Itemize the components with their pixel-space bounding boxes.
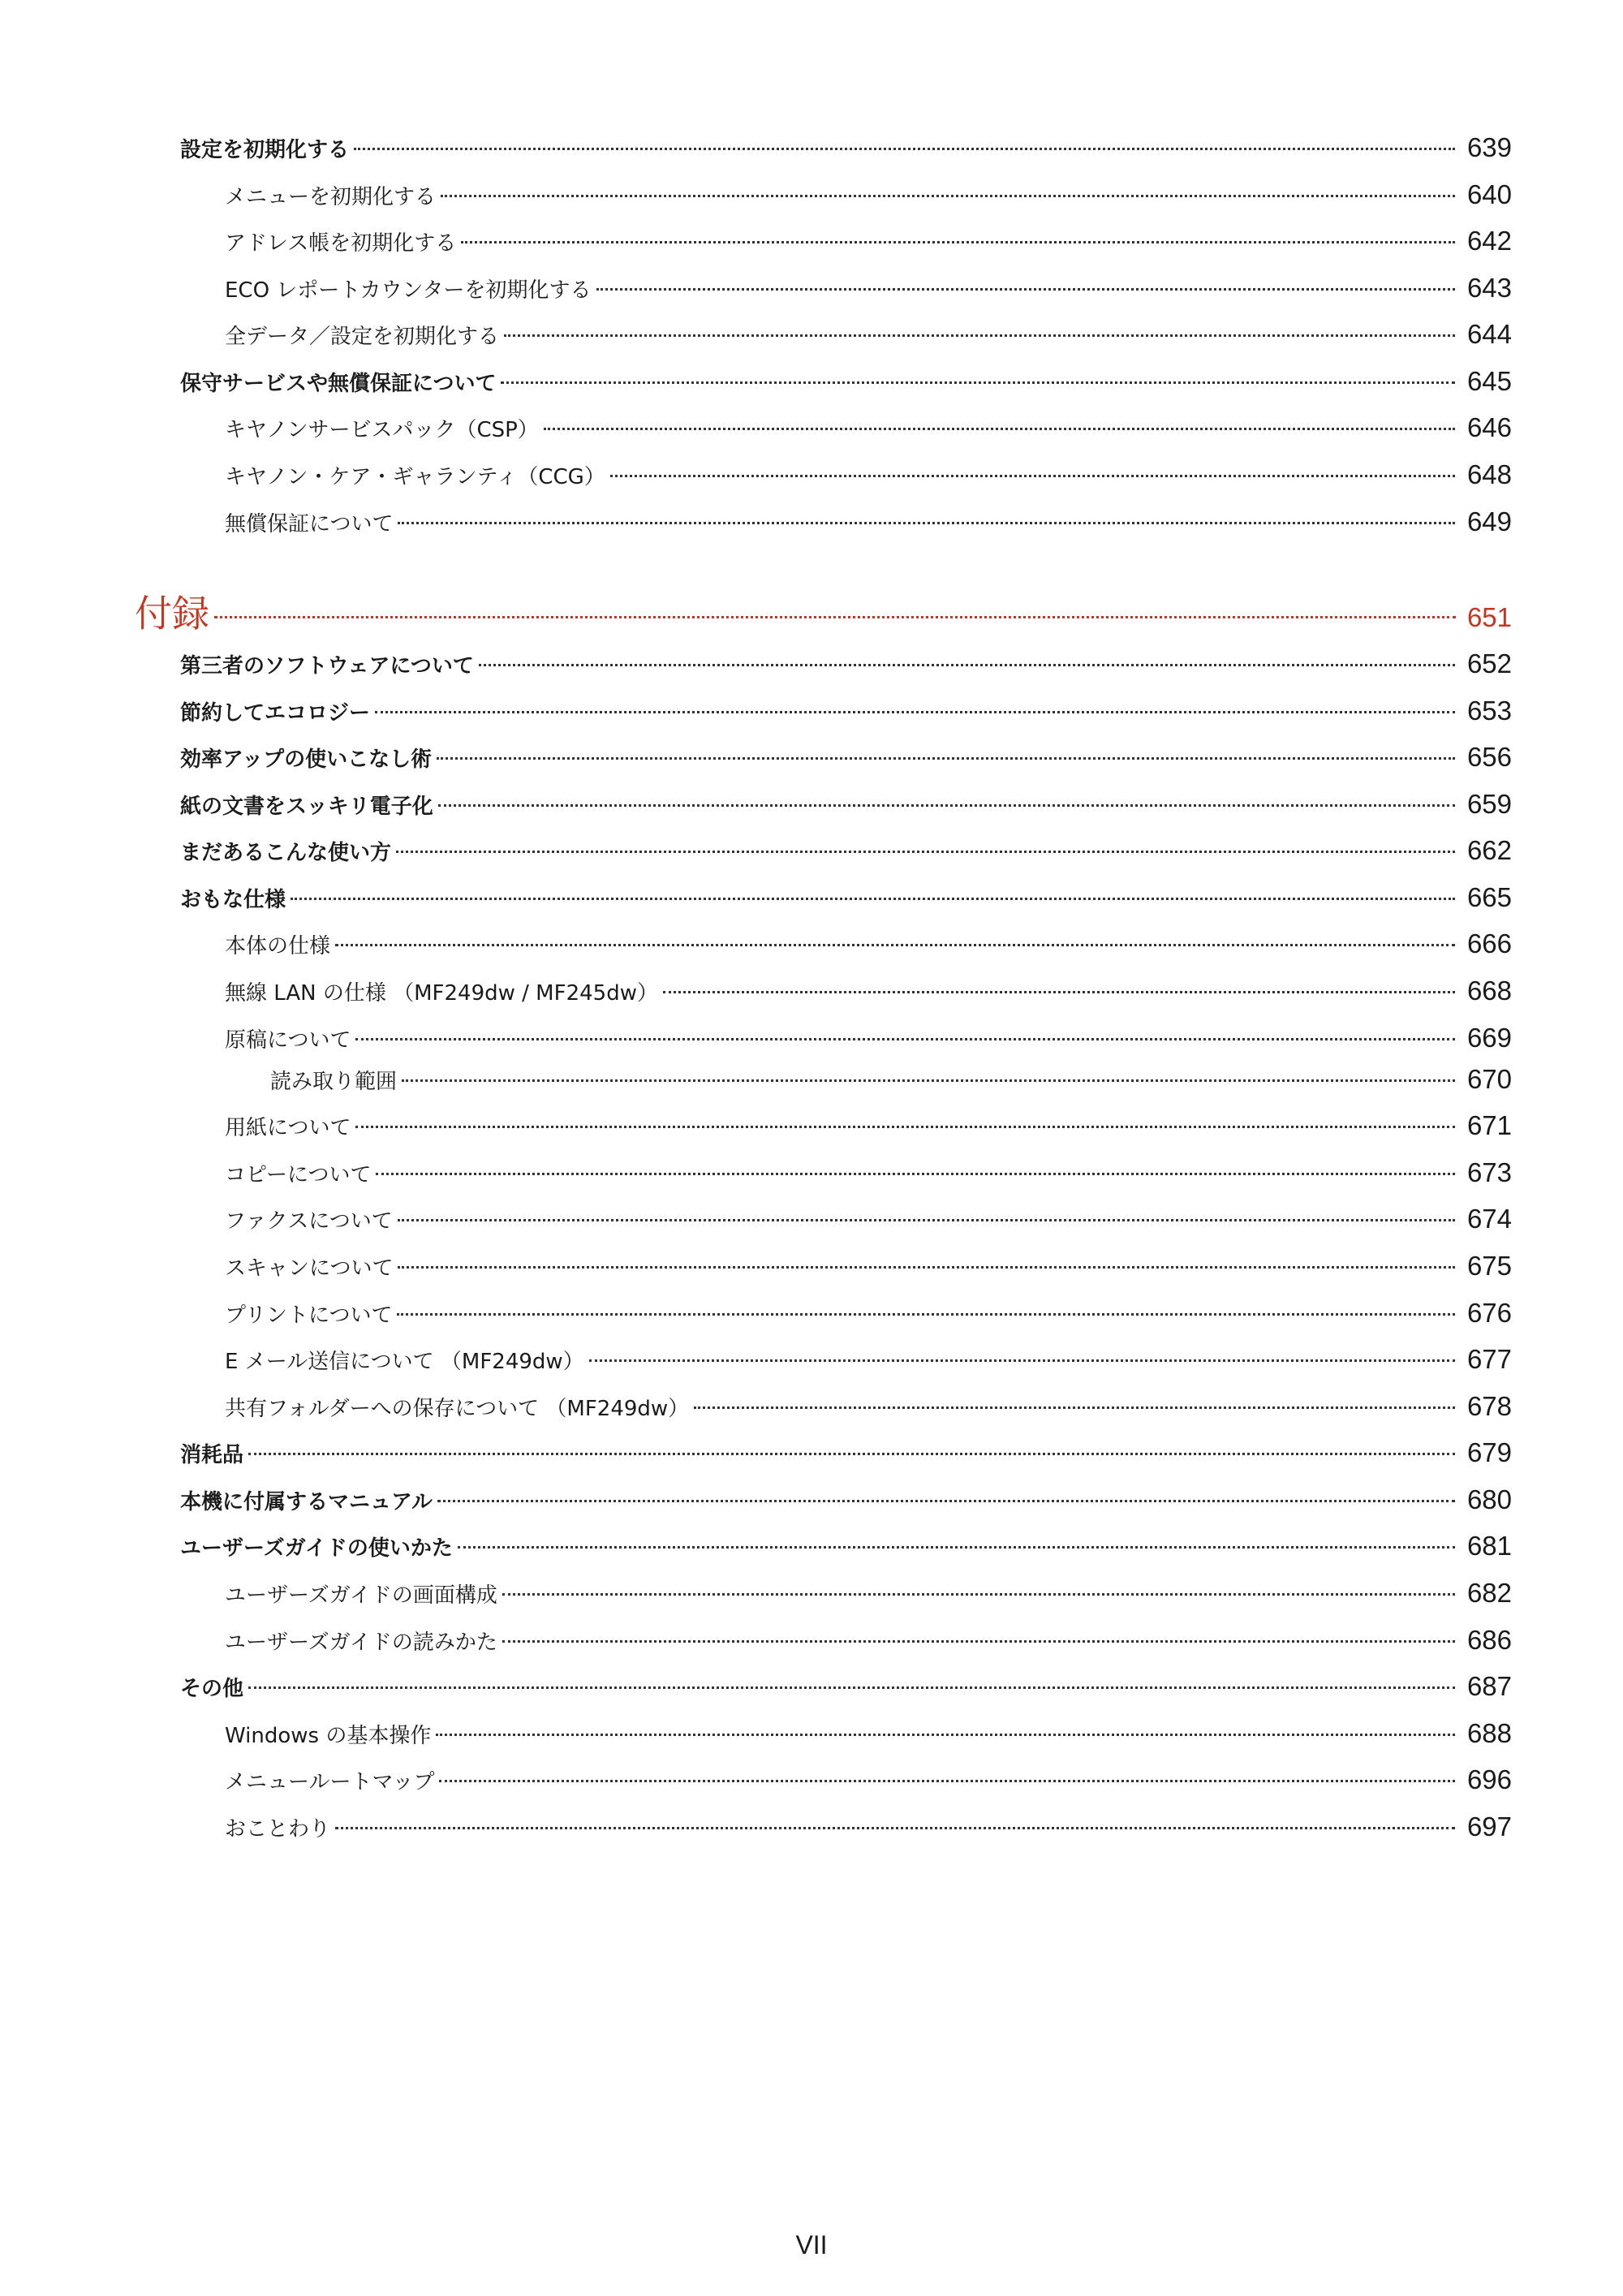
dot-leader — [397, 1312, 1455, 1316]
toc-entry-page-number[interactable]: 679 — [1466, 1437, 1512, 1467]
toc-entry-title[interactable]: 第三者のソフトウェアについて — [180, 654, 474, 678]
dot-leader — [355, 1124, 1455, 1128]
dot-leader — [502, 1592, 1455, 1596]
toc-entry-page-number[interactable]: 671 — [1466, 1110, 1512, 1140]
toc-entry-page-number[interactable]: 675 — [1466, 1251, 1512, 1281]
toc-entry-title[interactable]: 無償保証について — [225, 512, 394, 536]
dot-leader — [589, 1358, 1455, 1362]
toc-entry-page-number[interactable]: 677 — [1466, 1344, 1512, 1374]
dot-leader — [398, 520, 1455, 524]
dot-leader — [544, 426, 1455, 430]
toc-entry-row[interactable] — [180, 830, 1512, 871]
toc-entry-row[interactable] — [225, 1573, 1512, 1613]
toc-entry-page-number[interactable]: 670 — [1466, 1064, 1512, 1094]
toc-entry-row[interactable] — [180, 361, 1512, 402]
toc-entry-page-number[interactable]: 681 — [1466, 1531, 1512, 1561]
dot-leader — [663, 989, 1455, 993]
dot-leader — [504, 333, 1455, 337]
toc-entry-title[interactable]: 原稿について — [225, 1028, 351, 1053]
dot-leader — [458, 1544, 1455, 1549]
toc-entry-title[interactable]: キヤノンサービスパック（CSP） — [225, 418, 539, 442]
dot-leader — [610, 473, 1455, 477]
toc-entry-title[interactable]: メニューを初期化する — [225, 185, 437, 209]
toc-entry-row[interactable] — [225, 407, 1512, 448]
toc-entry-title[interactable]: 本機に付属するマニュアル — [180, 1490, 433, 1514]
toc-entry-page-number[interactable]: 646 — [1466, 412, 1512, 442]
toc-entry-title[interactable]: アドレス帳を初期化する — [225, 231, 457, 256]
chapter-page-number[interactable]: 651 — [1466, 602, 1512, 632]
toc-entry-row[interactable] — [225, 454, 1512, 495]
toc-entry-title[interactable]: 本体の仕様 — [225, 934, 331, 958]
dot-leader — [441, 193, 1455, 197]
toc-entry-title[interactable]: 節約してエコロジー — [180, 701, 371, 726]
chapter-heading-row[interactable] — [135, 584, 1512, 633]
toc-entry-title[interactable]: 消耗品 — [180, 1443, 244, 1467]
toc-entry-row[interactable] — [225, 1105, 1512, 1146]
toc-entry-page-number[interactable]: 666 — [1466, 928, 1512, 958]
toc-entry-title[interactable]: ファクスについて — [225, 1209, 393, 1234]
toc-entry-page-number[interactable]: 648 — [1466, 459, 1512, 489]
toc-entry-page-number[interactable]: 643 — [1466, 273, 1512, 303]
toc-entry-row[interactable] — [225, 1386, 1512, 1427]
toc-entry-page-number[interactable]: 688 — [1466, 1718, 1512, 1748]
dot-leader — [376, 1171, 1455, 1175]
toc-entry-row[interactable] — [180, 784, 1512, 825]
page-number-footer: VII — [795, 2230, 828, 2259]
toc-entry-page-number[interactable]: 686 — [1466, 1625, 1512, 1655]
dot-leader — [402, 1078, 1455, 1082]
toc-entry-title[interactable]: 全データ／設定を初期化する — [225, 325, 500, 349]
toc-entry-row[interactable] — [180, 644, 1512, 684]
dot-leader — [396, 849, 1455, 853]
toc-entry-row[interactable] — [225, 971, 1512, 1011]
dot-leader — [437, 756, 1455, 760]
toc-entry-title[interactable]: ユーザーズガイドの使いかた — [180, 1536, 453, 1561]
toc-entry-row[interactable] — [225, 1807, 1512, 1847]
toc-entry-title[interactable]: ECO レポートカウンターを初期化する — [225, 278, 592, 303]
toc-entry-row[interactable] — [225, 1018, 1512, 1058]
toc-entry-title[interactable]: コピーについて — [225, 1163, 372, 1187]
dot-leader — [436, 1732, 1455, 1736]
toc-entry-row[interactable] — [180, 1432, 1512, 1473]
chapter-title[interactable]: 付録 — [135, 592, 209, 635]
toc-entry-row[interactable] — [225, 924, 1512, 964]
toc-entry-title[interactable]: ユーザーズガイドの画面構成 — [225, 1583, 497, 1608]
dot-leader — [398, 1217, 1455, 1221]
toc-entry-page-number[interactable]: 678 — [1466, 1391, 1512, 1421]
dot-leader — [439, 1778, 1455, 1782]
toc-entry-page-number[interactable]: 676 — [1466, 1298, 1512, 1328]
toc-entry-title[interactable]: 無線 LAN の仕様 （MF249dw / MF245dw） — [225, 981, 658, 1006]
toc-entry-row[interactable] — [180, 127, 1512, 168]
toc-entry-row[interactable] — [180, 737, 1512, 778]
toc-entry-title[interactable]: おことわり — [225, 1817, 331, 1842]
toc-entry-title[interactable]: E メール送信について （MF249dw） — [225, 1350, 584, 1374]
toc-entry-title[interactable]: 用紙について — [225, 1116, 351, 1140]
toc-entry-page-number[interactable]: 642 — [1466, 226, 1512, 256]
toc-entry-title[interactable]: その他 — [180, 1677, 244, 1701]
toc-entry-row[interactable] — [225, 268, 1512, 308]
toc-entry-row[interactable] — [180, 1480, 1512, 1520]
toc-entry-page-number[interactable]: 639 — [1466, 132, 1512, 162]
dot-leader — [596, 286, 1456, 291]
toc-entry-row[interactable] — [225, 1339, 1512, 1380]
dot-leader — [248, 1685, 1455, 1689]
toc-entry-row[interactable] — [225, 502, 1512, 542]
dot-leader — [479, 662, 1455, 666]
toc-entry-title[interactable]: メニュールートマップ — [225, 1770, 435, 1794]
toc-entry-page-number[interactable]: 659 — [1466, 789, 1512, 819]
toc-entry-page-number[interactable]: 682 — [1466, 1578, 1512, 1608]
dot-leader — [214, 616, 1456, 618]
toc-entry-page-number[interactable]: 653 — [1466, 696, 1512, 726]
dot-leader — [398, 1264, 1455, 1269]
toc-entry-title[interactable]: プリントについて — [225, 1303, 393, 1328]
toc-entry-page-number[interactable]: 649 — [1466, 506, 1512, 536]
toc-entry-title[interactable]: 保守サービスや無償保証について — [180, 372, 497, 396]
toc-entry-page-number[interactable]: 697 — [1466, 1811, 1512, 1842]
toc-entry-title[interactable]: Windows の基本操作 — [225, 1724, 432, 1748]
toc-entry-page-number[interactable]: 687 — [1466, 1671, 1512, 1701]
dot-leader — [291, 896, 1455, 900]
toc-entry-row[interactable] — [225, 314, 1512, 355]
toc-entry-title[interactable]: キヤノン・ケア・ギャランティ（CCG） — [225, 465, 605, 489]
dot-leader — [354, 146, 1455, 150]
toc-entry-page-number[interactable]: 674 — [1466, 1204, 1512, 1234]
toc-entry-title[interactable]: 共有フォルダーへの保存について （MF249dw） — [225, 1397, 690, 1421]
toc-entry-page-number[interactable]: 669 — [1466, 1023, 1512, 1053]
toc-entry-row[interactable] — [225, 174, 1512, 215]
toc-entry-row[interactable] — [180, 1666, 1512, 1707]
toc-entry-title[interactable]: おもな仕様 — [180, 888, 286, 912]
toc-entry-page-number[interactable]: 665 — [1466, 882, 1512, 912]
toc-entry-page-number[interactable]: 668 — [1466, 976, 1512, 1006]
toc-entry-row[interactable] — [225, 221, 1512, 261]
dot-leader — [335, 1825, 1455, 1829]
toc-entry-title[interactable]: まだあるこんな使い方 — [180, 841, 392, 865]
toc-entry-page-number[interactable]: 662 — [1466, 835, 1512, 865]
toc-entry-row[interactable] — [225, 1760, 1512, 1800]
toc-entry-title[interactable]: 紙の文書をスッキリ電子化 — [180, 795, 433, 819]
dot-leader — [375, 709, 1455, 713]
toc-entry-row[interactable] — [180, 877, 1512, 918]
dot-leader — [438, 803, 1455, 807]
toc-entry-row[interactable] — [180, 1526, 1512, 1566]
toc-entry-page-number[interactable]: 680 — [1466, 1484, 1512, 1514]
dot-leader — [461, 239, 1455, 243]
toc-entry-page-number[interactable]: 645 — [1466, 366, 1512, 396]
dot-leader — [248, 1451, 1455, 1455]
toc-entry-row[interactable] — [225, 1152, 1512, 1193]
toc-entry-title[interactable]: ユーザーズガイドの読みかた — [225, 1630, 497, 1655]
toc-entry-row[interactable] — [180, 691, 1512, 731]
toc-entry-page-number[interactable]: 673 — [1466, 1157, 1512, 1187]
dot-leader — [335, 942, 1455, 946]
toc-entry-page-number[interactable]: 696 — [1466, 1764, 1512, 1794]
toc-entry-row[interactable] — [225, 1246, 1512, 1286]
dot-leader — [437, 1498, 1455, 1502]
toc-entry-title[interactable]: 効率アップの使いこなし術 — [180, 747, 433, 772]
toc-entry-title[interactable]: 設定を初期化する — [180, 138, 350, 162]
toc-entry-title[interactable]: 読み取り範囲 — [270, 1070, 398, 1094]
toc-entry-page-number[interactable]: 656 — [1466, 742, 1512, 772]
toc-entry-page-number[interactable]: 640 — [1466, 179, 1512, 209]
toc-entry-page-number[interactable]: 652 — [1466, 648, 1512, 678]
toc-entry-title[interactable]: スキャンについて — [225, 1256, 394, 1281]
toc-entry-page-number[interactable]: 644 — [1466, 319, 1512, 349]
toc-entry-row[interactable] — [225, 1713, 1512, 1754]
toc-entry-row[interactable] — [225, 1620, 1512, 1661]
toc-entry-row[interactable] — [225, 1199, 1512, 1239]
toc-entry-row[interactable] — [270, 1059, 1512, 1100]
toc-entry-row[interactable] — [225, 1293, 1512, 1333]
dot-leader — [502, 1639, 1455, 1643]
dot-leader — [501, 380, 1455, 384]
dot-leader — [355, 1036, 1455, 1040]
dot-leader — [694, 1405, 1455, 1409]
